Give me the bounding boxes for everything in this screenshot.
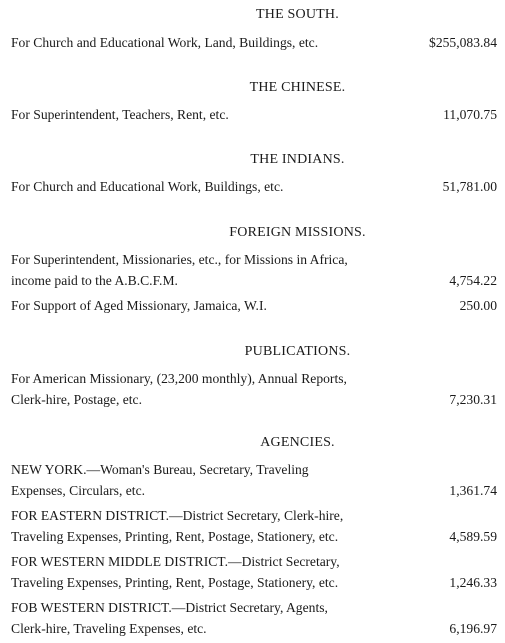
description-line: income paid to the A.B.C.F.M. xyxy=(11,273,178,288)
section-heading-foreign-missions: FOREIGN MISSIONS. xyxy=(229,225,366,240)
description-line: Traveling Expenses, Printing, Rent, Postage, Stationery, etc. xyxy=(11,575,339,590)
line-item-amount: 51,781.00 xyxy=(442,179,497,194)
section-heading-agencies: AGENCIES. xyxy=(260,435,335,450)
line-item xyxy=(11,368,497,410)
description-line: Traveling Expenses, Printing, Rent, Postage, Stationery, etc. xyxy=(11,529,339,544)
section-heading-the-south: THE SOUTH. xyxy=(256,7,339,22)
line-item-amount: $255,083.84 xyxy=(429,35,497,50)
section-heading-publications: PUBLICATIONS. xyxy=(244,344,351,359)
line-item-amount: 1,246.33 xyxy=(449,575,497,590)
description-line: For American Missionary, (23,200 monthly), Annual Reports, xyxy=(11,371,347,386)
line-item-description xyxy=(11,32,396,53)
description-line: Clerk-hire, Traveling Expenses, etc. xyxy=(11,621,207,636)
line-item xyxy=(11,104,497,125)
line-item-amount: 250.00 xyxy=(459,298,497,313)
line-item-description xyxy=(11,249,396,291)
description-line: NEW YORK.—Woman's Bureau, Secretary, Traveling xyxy=(11,462,309,477)
description-line: FOR WESTERN MIDDLE DISTRICT.—District Secretary, xyxy=(11,554,340,569)
description-line: For Superintendent, Missionaries, etc., for Missions in Africa, xyxy=(11,252,348,267)
line-item-description xyxy=(11,104,396,125)
line-item xyxy=(11,597,497,639)
line-item-description xyxy=(11,295,396,316)
line-item-description xyxy=(11,459,396,501)
line-item xyxy=(11,295,497,316)
description-line: Clerk-hire, Postage, etc. xyxy=(11,392,142,407)
section-heading-the-chinese: THE CHINESE. xyxy=(249,80,346,95)
line-item xyxy=(11,505,497,547)
line-item-amount: 4,754.22 xyxy=(449,273,497,288)
description-line: For Superintendent, Teachers, Rent, etc. xyxy=(11,107,229,122)
line-item-amount: 1,361.74 xyxy=(449,483,497,498)
description-line: Expenses, Circulars, etc. xyxy=(11,483,146,498)
description-line: For Church and Educational Work, Land, Buildings, etc. xyxy=(11,35,319,50)
line-item-description xyxy=(11,505,396,547)
line-item xyxy=(11,176,497,197)
section-heading-the-indians: THE INDIANS. xyxy=(250,152,345,167)
line-item-amount: 4,589.59 xyxy=(449,529,497,544)
line-item-amount: 11,070.75 xyxy=(443,107,497,122)
line-item-amount: 6,196.97 xyxy=(449,621,497,636)
description-line: FOB WESTERN DISTRICT.—District Secretary, Agents, xyxy=(11,600,328,615)
line-item xyxy=(11,551,497,593)
line-item-description xyxy=(11,551,396,593)
line-item xyxy=(11,249,497,291)
line-item-description xyxy=(11,368,396,410)
line-item-amount: 7,230.31 xyxy=(449,392,497,407)
description-line: For Church and Educational Work, Buildings, etc. xyxy=(11,179,284,194)
description-line: For Support of Aged Missionary, Jamaica, W.I. xyxy=(11,298,267,313)
description-line: FOR EASTERN DISTRICT.—District Secretary, Clerk-hire, xyxy=(11,508,344,523)
line-item xyxy=(11,32,497,53)
line-item-description xyxy=(11,597,396,639)
line-item xyxy=(11,459,497,501)
line-item-description xyxy=(11,176,396,197)
